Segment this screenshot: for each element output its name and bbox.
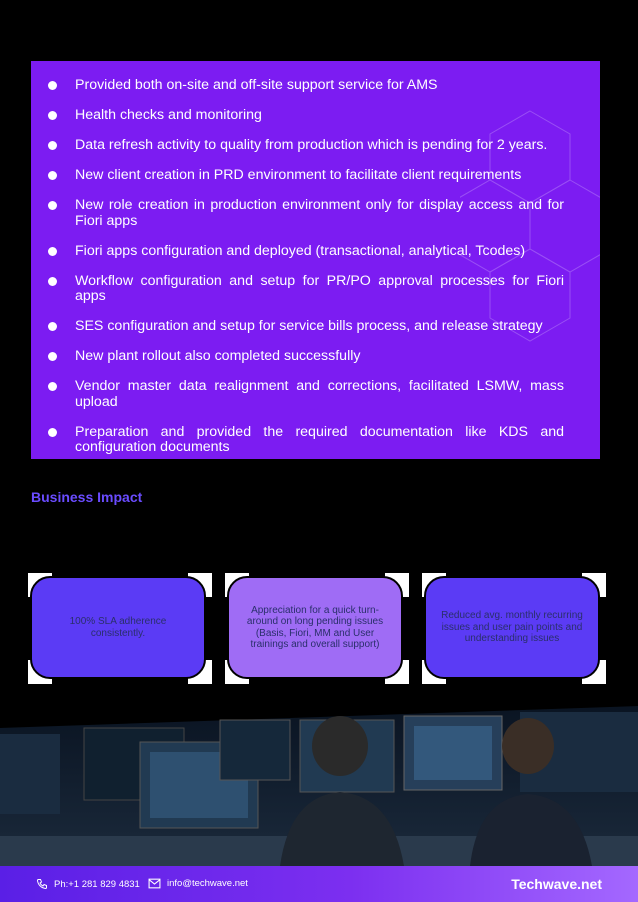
footer-email[interactable]: info@techwave.net xyxy=(148,878,248,889)
list-item: Preparation and provided the required documentation like KDS and configuration documents xyxy=(51,425,564,456)
control-room-photo xyxy=(0,706,638,866)
section-title: Business Impact xyxy=(31,489,143,505)
bullet-dot xyxy=(48,247,57,256)
services-list xyxy=(51,78,564,456)
bullet-dot xyxy=(48,171,57,180)
brand-name[interactable]: Techwave.net xyxy=(511,876,602,892)
list-item: New plant rollout also completed successfully xyxy=(51,349,564,365)
bullet-dot xyxy=(48,141,57,150)
bullet-dot xyxy=(48,322,57,331)
mail-icon xyxy=(148,878,161,889)
impact-card-text: 100% SLA adherence consistently. xyxy=(30,576,206,679)
bullet-dot xyxy=(48,81,57,90)
services-panel xyxy=(31,61,600,459)
footer-phone[interactable]: Ph:+1 281 829 4831 xyxy=(36,878,140,890)
impact-card-text: Appreciation for a quick turn-around on long pending issues (Basis, Fiori, MM and User trainings and overall support) xyxy=(227,576,403,679)
impact-card-2 xyxy=(225,573,409,684)
impact-card-1 xyxy=(28,573,212,684)
bullet-dot xyxy=(48,382,57,391)
list-item: New role creation in production environment only for display access and for Fiori apps xyxy=(51,198,564,229)
list-item: New client creation in PRD environment to facilitate client requirements xyxy=(51,168,564,184)
impact-card-3 xyxy=(422,573,606,684)
phone-icon xyxy=(36,878,48,890)
bullet-dot xyxy=(48,201,57,210)
bullet-dot xyxy=(48,277,57,286)
list-item: Data refresh activity to quality from production which is pending for 2 years. xyxy=(51,138,564,154)
list-item: Provided both on-site and off-site support service for AMS xyxy=(51,78,564,94)
list-item: Fiori apps configuration and deployed (transactional, analytical, Tcodes) xyxy=(51,244,564,260)
bullet-dot xyxy=(48,428,57,437)
bullet-dot xyxy=(48,352,57,361)
footer-bar xyxy=(0,866,638,902)
bullet-dot xyxy=(48,111,57,120)
list-item: Workflow configuration and setup for PR/PO approval processes for Fiori apps xyxy=(51,274,564,305)
impact-card-text: Reduced avg. monthly recurring issues and user pain points and understanding issues xyxy=(424,576,600,679)
list-item: Vendor master data realignment and corrections, facilitated LSMW, mass upload xyxy=(51,379,564,410)
list-item: SES configuration and setup for service bills process, and release strategy xyxy=(51,319,564,335)
list-item: Health checks and monitoring xyxy=(51,108,564,124)
